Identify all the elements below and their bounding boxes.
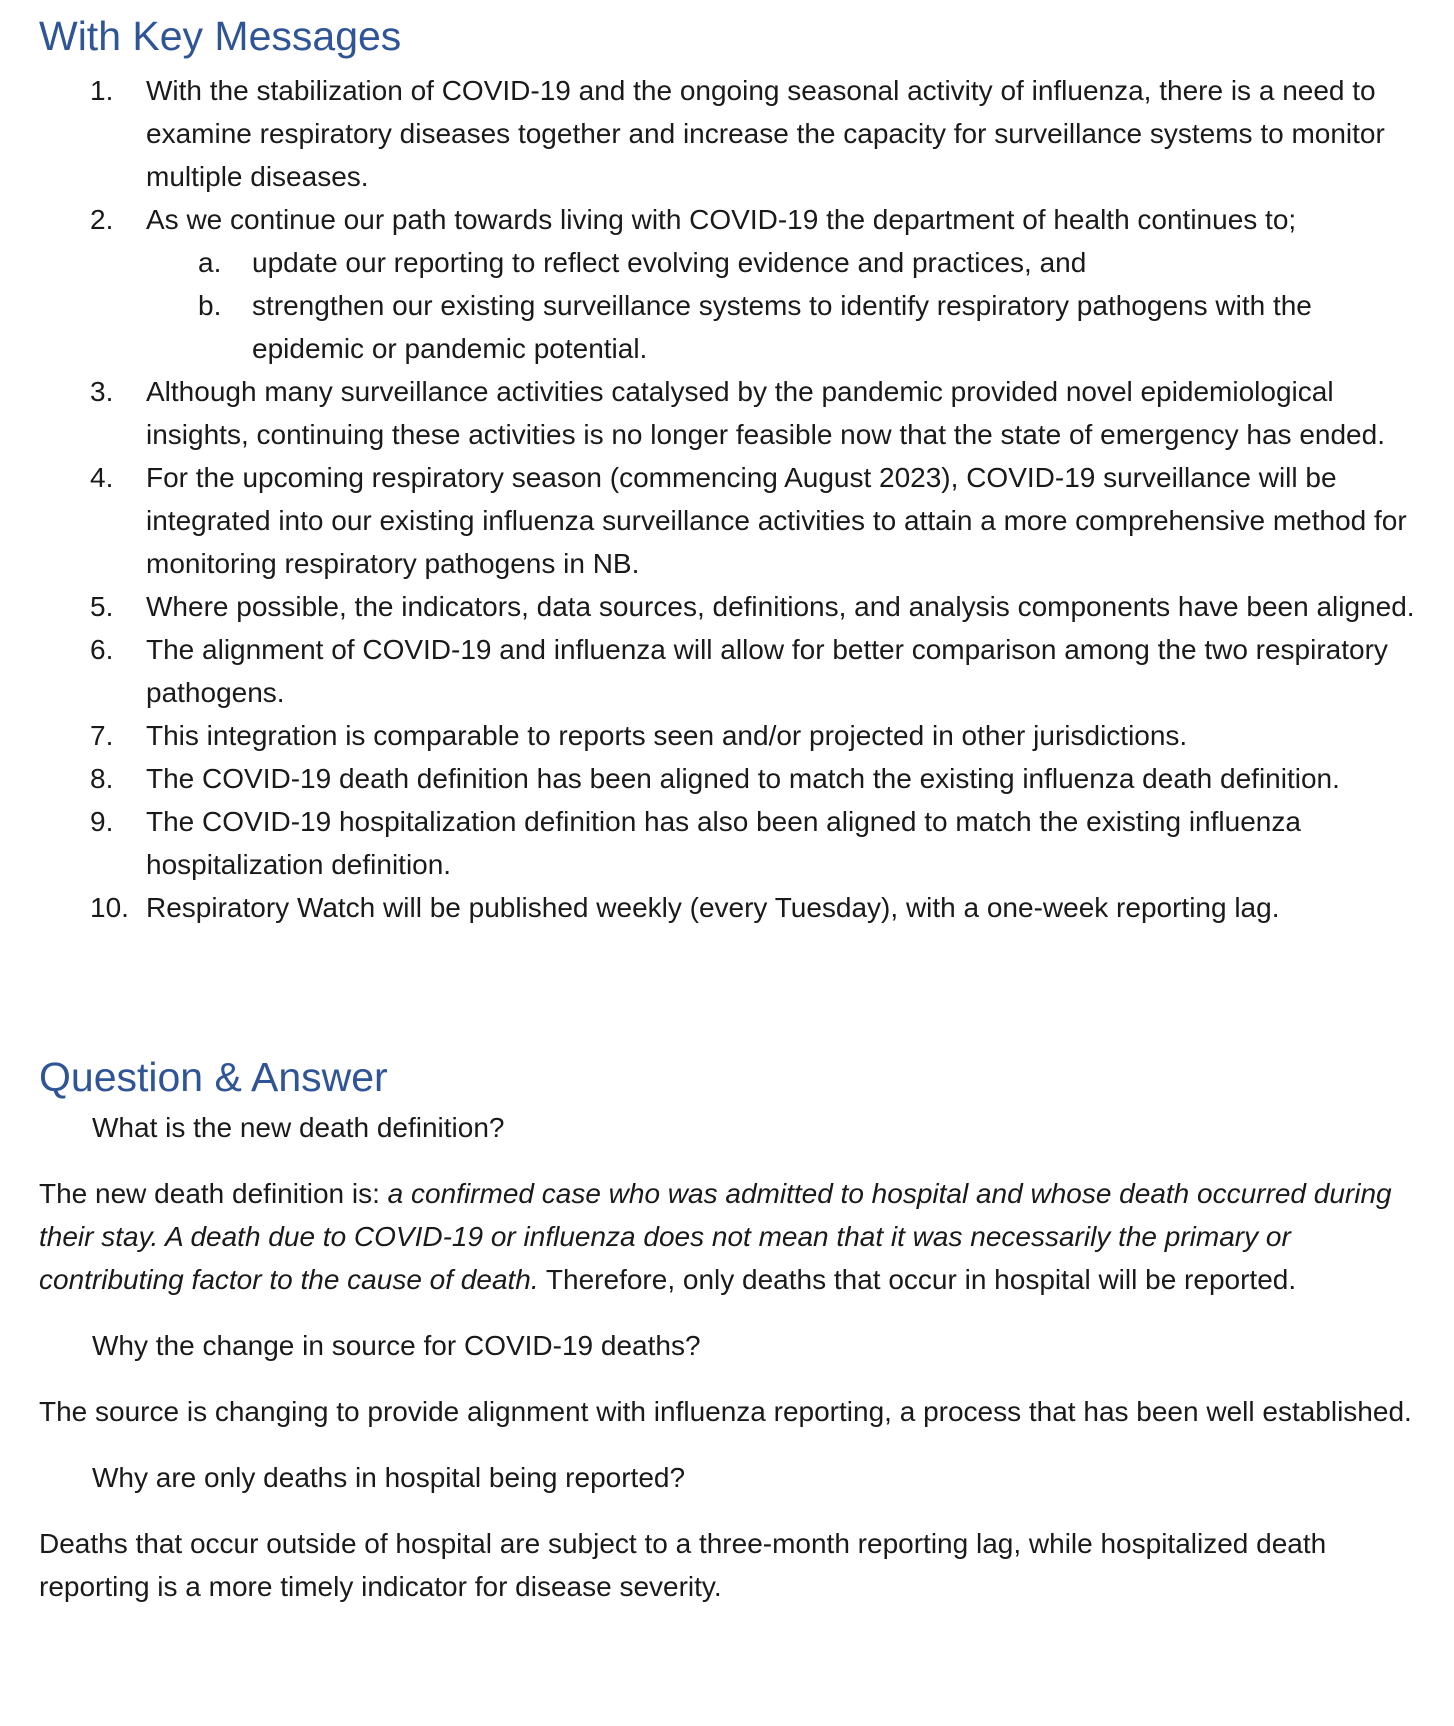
qa-section <box>0 1106 1454 1608</box>
key-message-item <box>0 714 1454 757</box>
question-text: What is the new death definition? <box>92 1112 505 1143</box>
answer-text <box>0 1172 1454 1301</box>
sub-list-item <box>146 241 1424 284</box>
list-number: 4. <box>90 462 114 493</box>
sub-list-letter: b. <box>198 290 222 321</box>
list-number: 10. <box>90 892 129 923</box>
question-text: Why are only deaths in hospital being reported? <box>92 1462 686 1493</box>
key-message-item <box>0 585 1454 628</box>
answer-prefix: The new death definition is: <box>39 1178 388 1209</box>
key-message-item <box>0 69 1454 198</box>
key-message-text: With the stabilization of COVID-19 and the ongoing seasonal activity of influenza, there is a need to examine respiratory diseases together and increase the capacity for surveillance systems to monitor multiple diseases. <box>146 75 1385 192</box>
list-number: 9. <box>90 806 114 837</box>
sub-list-text: strengthen our existing surveillance systems to identify respiratory pathogens with the epidemic or pandemic potential. <box>252 290 1312 364</box>
answer-text: Deaths that occur outside of hospital are subject to a three-month reporting lag, while hospitalized death reporting is a more timely indicator for disease severity. <box>39 1528 1327 1602</box>
key-message-item <box>0 370 1454 456</box>
list-number: 2. <box>90 204 114 235</box>
key-messages-list <box>0 69 1454 929</box>
sub-list-letter: a. <box>198 247 222 278</box>
key-message-item <box>0 800 1454 886</box>
key-message-text: For the upcoming respiratory season (commencing August 2023), COVID-19 surveillance will be integrated into our existing influenza surveillance activities to attain a more comprehensive method for monitoring respiratory pathogens in NB. <box>146 462 1407 579</box>
key-message-text: Although many surveillance activities catalysed by the pandemic provided novel epidemiological insights, continuing these activities is no longer feasible now that the state of emergency has ended. <box>146 376 1385 450</box>
key-message-item <box>0 886 1454 929</box>
key-message-text: The COVID-19 death definition has been aligned to match the existing influenza death definition. <box>146 763 1340 794</box>
list-number: 6. <box>90 634 114 665</box>
key-message-text: Respiratory Watch will be published weekly (every Tuesday), with a one-week reporting lag. <box>146 892 1280 923</box>
answer-suffix: Therefore, only deaths that occur in hospital will be reported. <box>538 1264 1297 1295</box>
key-message-text: This integration is comparable to reports seen and/or projected in other jurisdictions. <box>146 720 1188 751</box>
list-number: 1. <box>90 75 114 106</box>
list-number: 3. <box>90 376 114 407</box>
definition-italic: a confirmed case who was admitted to hospital and whose death occurred during their stay. A death due to COVID-19 or influenza does not mean that it was necessarily the primary or contributing factor to the cause of death. <box>39 1178 1392 1295</box>
answer-text: The source is changing to provide alignment with influenza reporting, a process that has been well established. <box>39 1396 1412 1427</box>
key-message-text: The alignment of COVID-19 and influenza will allow for better comparison among the two respiratory pathogens. <box>146 634 1388 708</box>
key-message-text: Where possible, the indicators, data sources, definitions, and analysis components have been aligned. <box>146 591 1415 622</box>
list-number: 7. <box>90 720 114 751</box>
question-text: Why the change in source for COVID-19 deaths? <box>92 1330 701 1361</box>
key-message-text: The COVID-19 hospitalization definition has also been aligned to match the existing influenza hospitalization definition. <box>146 806 1301 880</box>
key-message-item <box>0 198 1454 370</box>
key-message-item <box>0 628 1454 714</box>
key-messages-heading: With Key Messages <box>39 13 402 59</box>
key-message-text: As we continue our path towards living with COVID-19 the department of health continues to; <box>146 204 1297 235</box>
key-message-item <box>0 757 1454 800</box>
sub-list <box>146 241 1424 370</box>
list-number: 8. <box>90 763 114 794</box>
sub-list-item <box>146 284 1424 370</box>
sub-list-text: update our reporting to reflect evolving evidence and practices, and <box>252 247 1087 278</box>
list-number: 5. <box>90 591 114 622</box>
qa-heading: Question & Answer <box>39 1054 388 1100</box>
key-message-item <box>0 456 1454 585</box>
